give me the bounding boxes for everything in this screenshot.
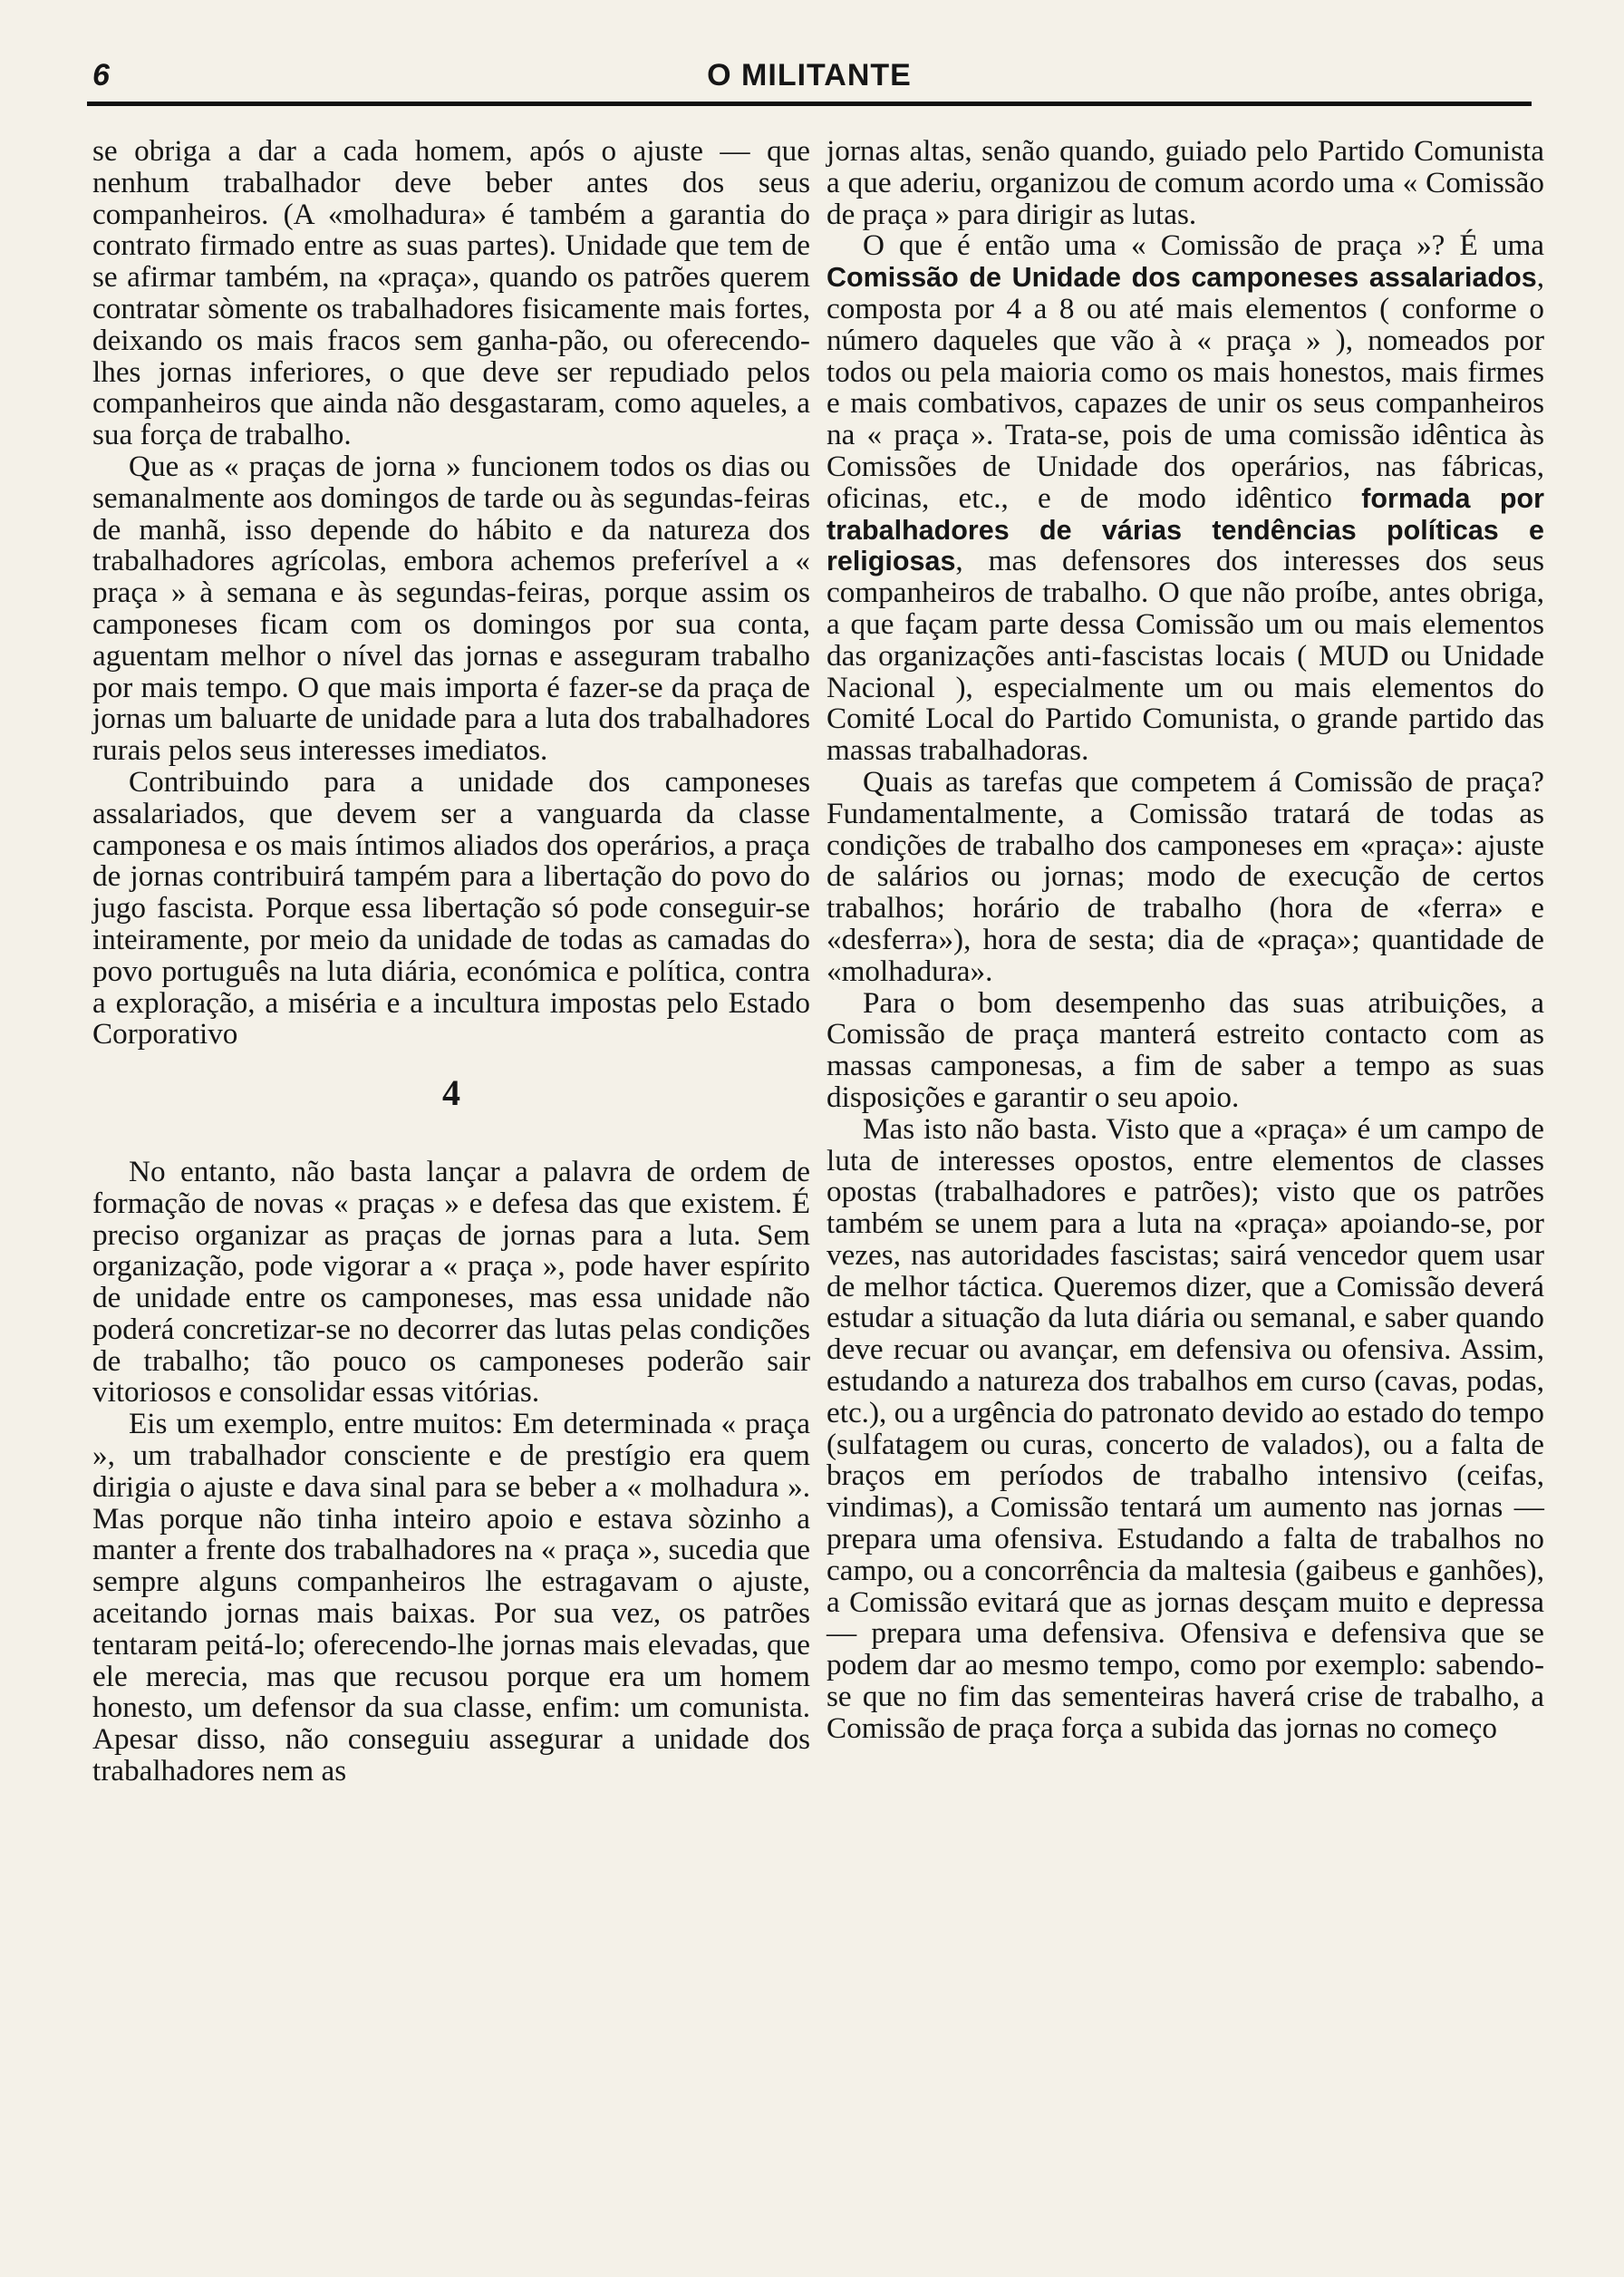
text-run: , composta por 4 a 8 ou até mais elementos ( conforme o número daqueles que vão à « praça » ), nomeados por todos ou pela maioria como os mais honestos, mais firmes e mais combativos, capazes de unir os seus companheiros na « praça ». Trata-se, pois de uma comissão idêntica às Comissões de Unidade dos operários, nas fábricas, oficinas, etc., e de modo idêntico [826, 260, 1544, 515]
paragraph: No entanto, não basta lançar a palavra de ordem de formação de novas « praças » e defesa das que existem. É preciso organizar as praças de jornas para a luta. Sem organização, pode vigorar a « praça », pode haver espírito de unidade entre os camponeses, mas essa unidade não poderá concretizar-se no decorrer das lutas pelas condições de trabalho; tão pouco os camponeses poderão sair vitoriosos e consolidar essas vitórias. [92, 1154, 810, 1410]
left-column [92, 136, 810, 1788]
bold-phrase: formada por trabalhadores de várias tendências políticas e religiosas [826, 482, 1544, 577]
text-run: O que é então uma « Comissão de praça »? É uma [863, 228, 1544, 263]
bold-phrase: Comissão de Unidade dos camponeses assalariados [826, 262, 1537, 294]
page-number: 6 [92, 58, 110, 92]
paragraph: Que as « praças de jorna » funcionem todos os dias ou semanalmente aos domingos de tarde ou às segundas-feiras de manhã, isso depende do hábito e da natureza dos trabalhadores agrícolas, embora achemos preferível a « praça » à semana e às segundas-feiras, porque assim os camponeses ficam com os domingos por sua conta, aguentam melhor o nível das jornas e asseguram trabalho por mais tempo. O que mais importa é fazer-se da praça de jornas um baluarte de unidade para a luta dos trabalhadores rurais pelos seus interesses imediatos. [92, 449, 810, 768]
paragraph [826, 230, 1544, 767]
section-number: 4 [442, 1072, 460, 1114]
paragraph: Eis um exemplo, entre muitos: Em determinada « praça », um trabalhador consciente e de prestígio era quem dirigia o ajuste e dava sinal para se beber a « molhadura ». Mas porque não tinha inteiro apoio e estava sòzinho a manter a frente dos trabalhadores na « praça », sucedia que sempre alguns companheiros lhe estragavam o ajuste, aceitando jornas mais baixas. Por sua vez, os patrões tentaram peitá-lo; oferecendo-lhe jornas mais elevadas, que ele merecia, mas que recusou porque era um homem honesto, um defensor da sua classe, enfim: um comunista. Apesar disso, não conseguiu assegurar a unidade dos trabalhadores nem as [92, 1407, 810, 1788]
paragraph: Quais as tarefas que competem á Comissão de praça? Fundamentalmente, a Comissão tratará de todas as condições de trabalho dos camponeses em «praça»: ajuste de salários ou jornas; modo de execução de certos trabalhos; horário de trabalho (hora de «ferra» e «desferra»), hora de sesta; dia de «praça»; quantidade de «molhadura». [826, 764, 1544, 988]
right-column [826, 136, 1544, 1745]
running-title: O MILITANTE [707, 58, 912, 92]
paragraph: jornas altas, senão quando, guiado pelo Partido Comunista a que aderiu, organizou de comum acordo uma « Comissão de praça » para dirigir as lutas. [826, 134, 1544, 231]
text-run: , mas defensores dos interesses dos seus companheiros de trabalho. O que não proíbe, antes obriga, a que façam parte dessa Comissão um ou mais elementos das organizações anti-fascistas locais ( MUD ou Unidade Nacional ), especialmente um ou mais elementos do Comité Local do Partido Comunista, o grande partido das massas trabalhadoras. [826, 544, 1544, 768]
paragraph: se obriga a dar a cada homem, após o ajuste — que nenhum trabalhador deve beber antes dos seus companheiros. (A «molhadura» é também a garantia do contrato firmado entre as suas partes). Unidade que tem de se afirmar também, na «praça», quando os patrões querem contratar sòmente os trabalhadores fisicamente mais fortes, deixando os mais fracos sem ganha-pão, ou oferecendo-lhes jornas inferiores, o que deve ser repudiado pelos companheiros que ainda não desgastaram, como aqueles, a sua força de trabalho. [92, 134, 810, 452]
page-header [87, 54, 1532, 111]
paragraph: Para o bom desempenho das suas atribuições, a Comissão de praça manterá estreito contacto com as massas camponesas, a fim de saber a tempo as suas disposições e garantir o seu apoio. [826, 985, 1544, 1114]
paragraph: Contribuindo para a unidade dos camponeses assalariados, que devem ser a vanguarda da classe camponesa e os mais íntimos aliados dos operários, a praça de jornas contribuirá tampém para a libertação do povo do jugo fascista. Porque essa libertação só pode conseguir-se inteiramente, por meio da unidade de todas as camadas do povo português na luta diária, económica e política, contra a exploração, a miséria e a incultura impostas pelo Estado Corporativo [92, 764, 810, 1051]
paragraph: Mas isto não basta. Visto que a «praça» é um campo de luta de interesses opostos, entre elementos de classes opostas (trabalhadores e patrões); visto que os patrões também se unem para a luta na «praça» apoiando-se, por vezes, nas autoridades fascistas; sairá vencedor quem usar de melhor táctica. Queremos dizer, que a Comissão deverá estudar a situação da luta diária ou semanal, e saber quando deve recuar ou avançar, em defensiva ou ofensiva. Assim, estudando a natureza dos trabalhos em curso (cavas, podas, etc.), ou a urgência do patronato devido ao estado do tempo (sulfatagem ou curas, concerto de valados), ou a falta de braços em períodos de trabalho intensivo (ceifas, vindimas), a Comissão tentará um aumento nas jornas — prepara uma ofensiva. Estudando a falta de trabalhos no campo, ou a concorrência da maltesia (gaibeus e ganhões), a Comissão evitará que as jornas desçam muito e depressa — prepara uma defensiva. Ofensiva e defensiva que se podem dar ao mesmo tempo, como por exemplo: sabendo-se que no fim das sementeiras haverá crise de trabalho, a Comissão de praça força a subida das jornas no começo [826, 1111, 1544, 1745]
header-rule [87, 102, 1532, 106]
